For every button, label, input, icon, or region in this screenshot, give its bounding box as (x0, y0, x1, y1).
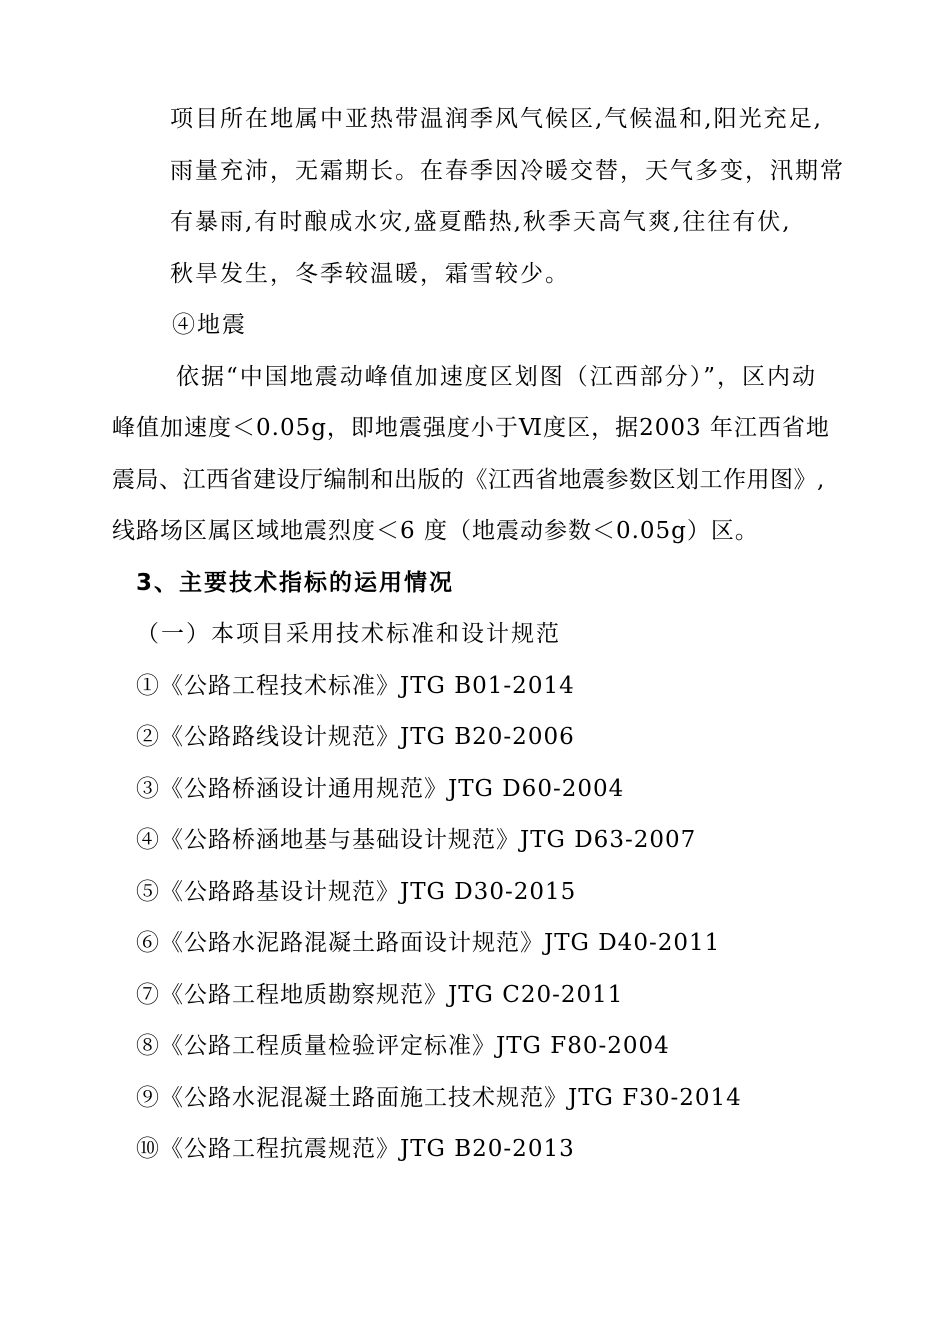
section-subtitle: （一）本项目采用技术标准和设计规范 (136, 621, 561, 647)
standard-list-item: ⑦《公路工程地质勘察规范》JTG C20-2011 (136, 982, 624, 1008)
climate-paragraph-line: 有暴雨,有时酿成水灾,盛夏酷热,秋季天高气爽,往往有伏, (170, 209, 792, 235)
standard-list-item: ③《公路桥涵设计通用规范》JTG D60-2004 (136, 776, 625, 802)
standard-list-item: ⑩《公路工程抗震规范》JTG B20-2013 (136, 1136, 575, 1162)
standard-list-item: ②《公路路线设计规范》JTG B20-2006 (136, 724, 575, 750)
earthquake-paragraph-line: 震局、江西省建设厅编制和出版的《江西省地震参数区划工作用图》, (112, 467, 825, 493)
section-heading: 3、主要技术指标的运用情况 (136, 570, 455, 596)
standard-list-item: ①《公路工程技术标准》JTG B01-2014 (136, 673, 575, 699)
earthquake-heading: ④地震 (172, 312, 247, 338)
earthquake-paragraph-line: 峰值加速度＜0.05g，即地震强度小于Ⅵ度区，据2003 年江西省地 (112, 415, 830, 441)
earthquake-paragraph-line: 依据“中国地震动峰值加速度区划图（江西部分）”，区内动 (176, 364, 818, 390)
standard-list-item: ⑥《公路水泥路混凝土路面设计规范》JTG D40-2011 (136, 930, 721, 956)
standard-list-item: ④《公路桥涵地基与基础设计规范》JTG D63-2007 (136, 827, 697, 853)
earthquake-paragraph-line: 线路场区属区域地震烈度＜6 度（地震动参数＜0.05g）区。 (112, 518, 759, 544)
standard-list-item: ⑨《公路水泥混凝土路面施工技术规范》JTG F30-2014 (136, 1085, 742, 1111)
climate-paragraph-line: 秋旱发生，冬季较温暖，霜雪较少。 (170, 261, 570, 287)
climate-paragraph-line: 雨量充沛，无霜期长。在春季因冷暖交替，天气多变，汛期常 (170, 158, 845, 184)
standard-list-item: ⑤《公路路基设计规范》JTG D30-2015 (136, 879, 577, 905)
climate-paragraph-line: 项目所在地属中亚热带温润季风气候区,气候温和,阳光充足, (170, 106, 823, 132)
standard-list-item: ⑧《公路工程质量检验评定标准》JTG F80-2004 (136, 1033, 670, 1059)
